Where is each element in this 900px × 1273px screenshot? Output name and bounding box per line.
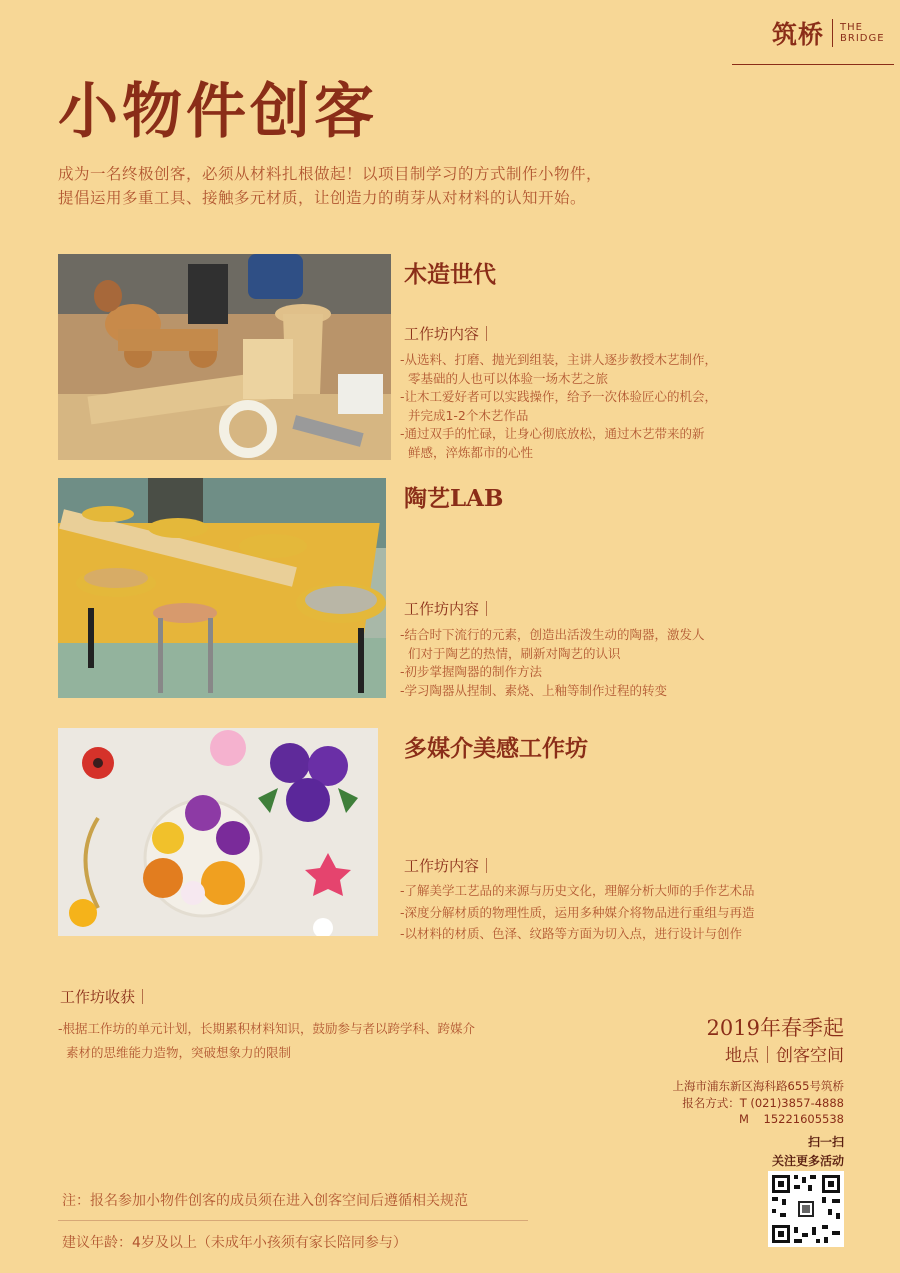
bullet-line: -以材料的材质、色泽、纹路等方面为切入点，进行设计与创作 [400,926,743,941]
bullet-line: -了解美学工艺品的来源与历史文化，理解分析大师的手作艺术品 [400,883,755,898]
event-season: 2019年春季起 [706,1016,844,1040]
section-subheading: 工作坊内容｜ [404,325,495,343]
gain-line: -根据工作坊的单元计划，长期累积材料知识，鼓励参与者以跨学科、跨媒介 [58,1021,476,1036]
section-title-wood: 木造世代 [404,261,496,288]
bullet-line: -通过双手的忙碌，让身心彻底放松，通过木艺带来的新 [400,426,705,441]
note-text: 注：报名参加小物件创客的成员须在进入创客空间后遵循相关规范 [62,1193,468,1209]
note-divider [58,1220,528,1221]
section-bullets-multimedia [400,882,810,944]
logo-en-line1: THE [840,22,863,33]
section-subheading: 工作坊内容｜ [404,857,495,875]
logo-cn-text: 筑桥 [772,20,825,49]
bullet-line: -学习陶器从捏制、素烧、上釉等制作过程的转变 [400,682,668,698]
intro-text [58,162,758,210]
section-title-multimedia: 多媒介美感工作坊 [404,735,588,762]
intro-line: 成为一名终极创客，必须从材料扎根做起！以项目制学习的方式制作小物件， [58,165,603,183]
page-title: 小物件创客 [58,77,378,147]
gain-line: 素材的思维能力造物，突破想象力的限制 [58,1045,291,1060]
section-bullets-ceramics [400,626,800,700]
qr-code[interactable] [768,1171,844,1247]
contact-info [673,1078,844,1128]
event-venue: 地点｜创客空间 [725,1046,844,1066]
bullet-line: -结合时下流行的元素，创造出活泼生动的陶器，激发人 [400,627,705,642]
bullet-line: 零基础的人也可以体验一场木艺之旅 [400,370,608,386]
section-subheading: 工作坊内容｜ [404,600,495,618]
bullet-line: -从选料、打磨、抛光到组装，主讲人逐步教授木艺制作， [400,352,718,367]
bullet-line: 鲜感，淬炼都市的心性 [400,444,533,460]
bullet-line: -初步掌握陶器的制作方法 [400,664,543,679]
gain-text [58,1017,528,1065]
scan-line-2: 关注更多活动 [771,1154,844,1168]
intro-line: 提倡运用多重工具、接触多元材质，让创造力的萌芽从对材料的认知开始。 [58,189,587,207]
bullet-line: 并完成1-2个木艺作品 [400,407,529,423]
brand-logo [772,18,885,48]
woodwork-photo [58,254,391,460]
age-text: 建议年龄：4岁及以上（未成年小孩须有家长陪同参与） [62,1235,407,1251]
scan-prompt [772,1133,844,1171]
logo-en-line2: BRIDGE [840,33,885,44]
logo-divider [832,19,833,47]
bullet-line: -深度分解材质的物理性质，运用多种媒介将物品进行重组与再造 [400,904,755,920]
ceramics-photo [58,478,386,698]
mobile-phone: M 15221605538 [738,1112,844,1126]
bullet-line: -让木工爱好者可以实践操作，给予一次体验匠心的机会， [400,389,718,404]
scan-line-1: 扫一扫 [807,1135,844,1149]
bullet-line: 们对于陶艺的热情，刷新对陶艺的认识 [400,645,621,661]
resin-flowers-photo [58,728,378,936]
signup-phone: 报名方式：T (021)3857-4888 [682,1095,844,1110]
address: 上海市浦东新区海科路655号筑桥 [672,1079,844,1093]
gain-heading: 工作坊收获｜ [60,988,151,1006]
header-rule [732,64,894,65]
logo-en-text [840,22,885,44]
section-title-ceramics: 陶艺LAB [404,485,504,512]
section-bullets-wood [400,351,800,462]
